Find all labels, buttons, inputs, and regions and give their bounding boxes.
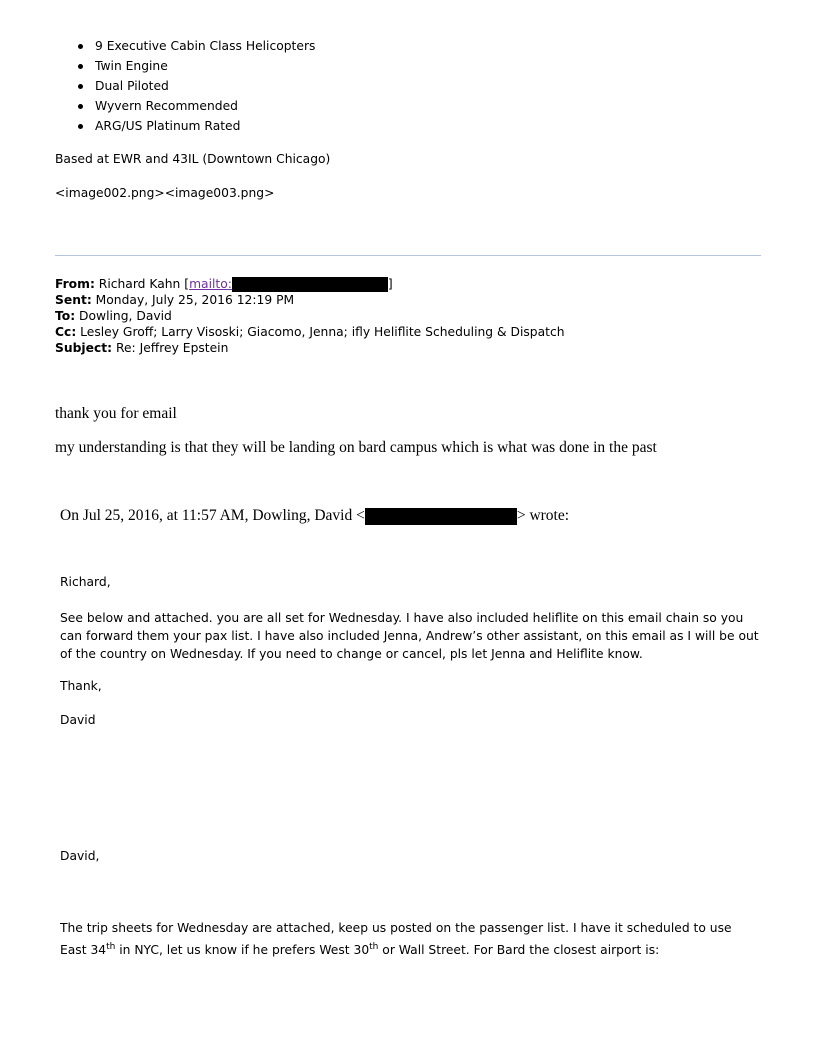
sent-label: Sent:	[55, 293, 92, 307]
feature-list	[55, 38, 315, 138]
list-item: 9 Executive Cabin Class Helicopters	[55, 38, 315, 58]
separator-line	[55, 255, 761, 256]
greeting-richard: Richard,	[60, 575, 111, 589]
list-item: ARG/US Platinum Rated	[55, 118, 315, 138]
body-part-2: in NYC, let us know if he prefers West 30	[115, 943, 370, 957]
mailto-link[interactable]: mailto:	[189, 277, 232, 291]
list-item: Wyvern Recommended	[55, 98, 315, 118]
sent-row	[55, 292, 294, 308]
subject-row	[55, 340, 228, 356]
list-item: Dual Piloted	[55, 78, 315, 98]
subject-label: Subject:	[55, 341, 113, 355]
body-part-3: or Wall Street. For Bard the closest airport is:	[378, 943, 660, 957]
from-bracket-close: ]	[387, 277, 393, 291]
redaction-box	[365, 508, 517, 525]
quote-prefix: On Jul 25, 2016, at 11:57 AM, Dowling, David <	[60, 507, 365, 524]
superscript-th: th	[106, 942, 116, 952]
reply-line-1: thank you for email	[55, 405, 177, 422]
redaction-box	[232, 277, 388, 292]
image-attachments-text: <image002.png><image003.png>	[55, 186, 275, 200]
from-row	[55, 276, 393, 292]
to-label: To:	[55, 309, 76, 323]
greeting-david: David,	[60, 849, 100, 863]
based-at-text: Based at EWR and 43IL (Downtown Chicago)	[55, 152, 331, 166]
trip-sheet-body	[60, 917, 760, 961]
quote-header	[60, 507, 569, 525]
quote-suffix: > wrote:	[516, 507, 570, 524]
cc-row	[55, 324, 565, 340]
to-row	[55, 308, 172, 324]
from-value: Richard Kahn [	[98, 277, 190, 291]
sent-value: Monday, July 25, 2016 12:19 PM	[95, 293, 295, 307]
email-body: See below and attached. you are all set for Wednesday. I have also included heliflite on this email chain so you can forward them your pax list. I have also included Jenna, Andrew’s other assistant, on this email as I will be out of the country on Wednesday. If you need to change or cancel, pls let Jenna and Heliflite know.	[60, 611, 759, 661]
body-part-1: The trip sheets for Wednesday are attached, keep us posted on the passenger list. I have it scheduled to use East 34	[60, 921, 732, 957]
to-value: Dowling, David	[79, 309, 172, 323]
cc-value: Lesley Groff; Larry Visoski; Giacomo, Jenna; ifly Heliflite Scheduling & Dispatch	[80, 325, 565, 339]
reply-line-2: my understanding is that they will be landing on bard campus which is what was done in the past	[55, 439, 657, 456]
cc-label: Cc:	[55, 325, 77, 339]
closing-thank: Thank,	[60, 679, 102, 693]
from-label: From:	[55, 277, 95, 291]
subject-value: Re: Jeffrey Epstein	[115, 341, 229, 355]
signature-david: David	[60, 713, 96, 727]
list-item: Twin Engine	[55, 58, 315, 78]
superscript-th: th	[369, 942, 379, 952]
